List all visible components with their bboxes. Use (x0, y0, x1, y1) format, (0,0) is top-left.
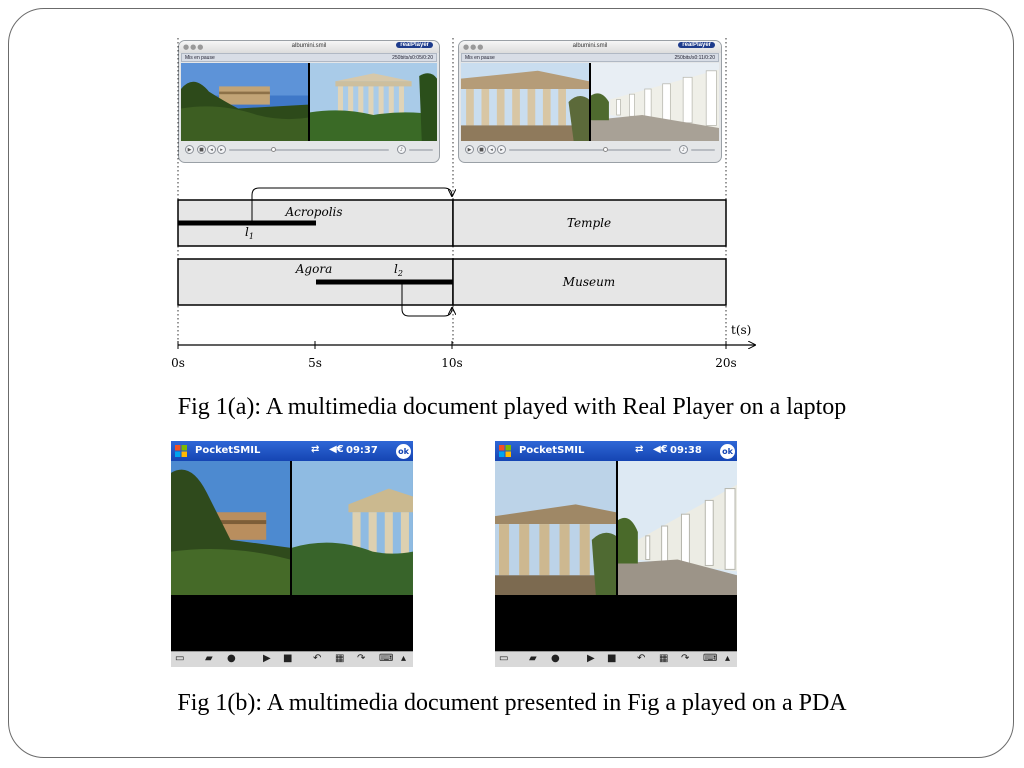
undo-icon[interactable]: ↶ (637, 653, 646, 664)
keyboard-icon[interactable]: ⌨ (379, 653, 394, 664)
parthenon-photo (495, 461, 616, 595)
caption-fig-1a: Fig 1(a): A multimedia document played with Real Player on a laptop (177, 394, 847, 420)
volume-icon[interactable]: ♪ (397, 145, 406, 154)
pda-titlebar (495, 441, 737, 461)
playback-state: Mis en pause (465, 55, 495, 61)
window-title: albumini.smil (572, 43, 608, 49)
pda-screen-right (495, 441, 737, 667)
stop-icon[interactable]: ■ (283, 653, 293, 664)
globe-icon[interactable]: ● (227, 653, 236, 664)
bitrate-position: 250bits/s0:05/0:20 (392, 55, 433, 61)
clock-time: 09:37 (346, 445, 378, 456)
temple-photo (290, 461, 413, 595)
axis-tick-label: 5s (308, 356, 322, 370)
redo-icon[interactable]: ↷ (681, 653, 690, 664)
undo-icon[interactable]: ↶ (313, 653, 322, 664)
pda-screen-left (171, 441, 413, 667)
open-folder-icon[interactable]: ▰ (529, 653, 537, 664)
bitrate-position: 250bits/s0:11/0:20 (674, 55, 715, 61)
app-name: PocketSMIL (195, 445, 261, 456)
caption-fig-1b: Fig 1(b): A multimedia document presented in Fig a played on a PDA (177, 690, 847, 716)
redo-icon[interactable]: ↷ (357, 653, 366, 664)
menu-icon[interactable]: ▭ (499, 653, 509, 664)
window-controls[interactable]: ●●● (183, 43, 205, 51)
forward-button[interactable]: ▸ (497, 145, 506, 154)
play-icon[interactable]: ▶ (263, 653, 271, 664)
keyboard-icon[interactable]: ⌨ (703, 653, 718, 664)
axis-tick-label: 10s (441, 356, 463, 370)
ok-button[interactable]: ok (720, 444, 735, 459)
stoa-museum-photo (616, 461, 737, 595)
axis-tick-label: 0s (171, 356, 185, 370)
sync-icon[interactable]: ⇄ (311, 444, 320, 455)
sync-icon[interactable]: ⇄ (635, 444, 644, 455)
rewind-button[interactable]: ◂ (207, 145, 216, 154)
window-controls[interactable]: ●●● (463, 43, 485, 51)
acropolis-photo (171, 461, 290, 595)
video-area (171, 461, 413, 595)
pda-toolbar (171, 651, 413, 667)
volume-icon[interactable]: ◀€ (329, 444, 344, 455)
link-label-l2: $l_2$ (394, 262, 403, 278)
open-folder-icon[interactable]: ▰ (205, 653, 213, 664)
window-title: albumini.smil (291, 43, 327, 49)
stop-icon[interactable]: ■ (607, 653, 617, 664)
volume-icon[interactable]: ♪ (679, 145, 688, 154)
app-name: PocketSMIL (519, 445, 585, 456)
play-button[interactable]: ▶ (185, 145, 194, 154)
pda-toolbar (495, 651, 737, 667)
menu-icon[interactable]: ▭ (175, 653, 185, 664)
clock-time: 09:38 (670, 445, 702, 456)
windows-start-icon[interactable] (498, 444, 512, 458)
label-museum: Museum (562, 275, 616, 289)
axis-unit-label: t(s) (731, 323, 752, 337)
input-arrow-icon[interactable]: ▴ (401, 653, 407, 664)
globe-icon[interactable]: ● (551, 653, 560, 664)
ok-button[interactable]: ok (396, 444, 411, 459)
stop-button[interactable]: ■ (197, 145, 206, 154)
label-acropolis: Acropolis (285, 205, 343, 219)
play-icon[interactable]: ▶ (587, 653, 595, 664)
volume-icon[interactable]: ◀€ (653, 444, 668, 455)
settings-icon[interactable]: ▦ (659, 653, 669, 664)
label-temple: Temple (566, 216, 612, 230)
play-button[interactable]: ▶ (465, 145, 474, 154)
windows-start-icon[interactable] (174, 444, 188, 458)
pda-titlebar (171, 441, 413, 461)
settings-icon[interactable]: ▦ (335, 653, 345, 664)
playback-state: Mis en pause (185, 55, 215, 61)
rewind-button[interactable]: ◂ (487, 145, 496, 154)
axis-tick-label: 20s (715, 356, 737, 370)
label-agora: Agora (295, 262, 333, 276)
input-arrow-icon[interactable]: ▴ (725, 653, 731, 664)
link-label-l1: $l_1$ (245, 225, 254, 241)
realplayer-logo: realPlayer (678, 42, 715, 48)
stop-button[interactable]: ■ (477, 145, 486, 154)
realplayer-logo: realPlayer (396, 42, 433, 48)
video-area (495, 461, 737, 595)
forward-button[interactable]: ▸ (217, 145, 226, 154)
